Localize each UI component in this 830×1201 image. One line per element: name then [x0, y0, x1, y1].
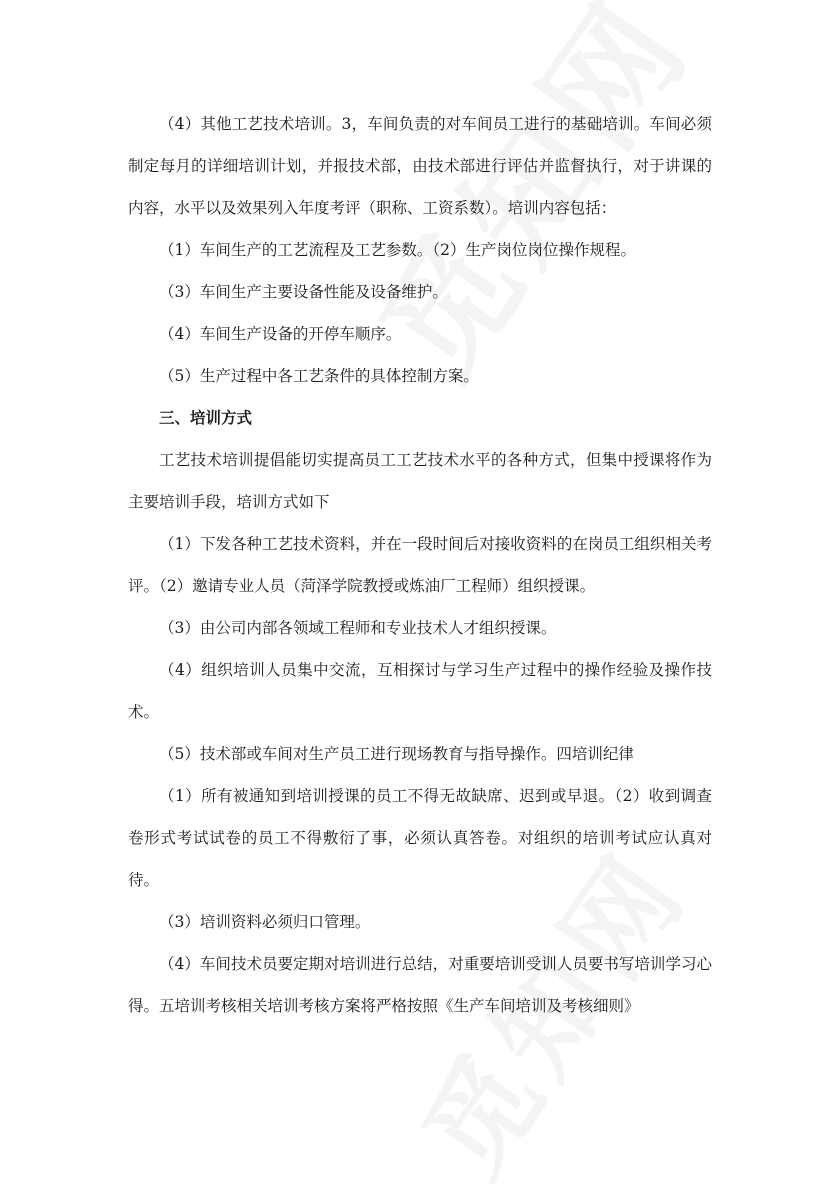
paragraph: （4）组织培训人员集中交流，互相探讨与学习生产过程中的操作经验及操作技术。: [128, 661, 712, 721]
paragraph: （5）技术部或车间对生产员工进行现场教育与指导操作。四培训纪律: [159, 745, 634, 763]
paragraph: （5）生产过程中各工艺条件的具体控制方案。: [159, 367, 479, 385]
paragraph: （3）由公司内部各领域工程师和专业技术人才组织授课。: [159, 619, 557, 637]
paragraph: （4）车间生产设备的开停车顺序。: [159, 325, 402, 343]
paragraph: （3）车间生产主要设备性能及设备维护。: [159, 283, 448, 301]
paragraph: （4）车间技术员要定期对培训进行总结，对重要培训受训人员要书写培训学习心得。五培训考核相关培训考核方案将严格按照《生产车间培训及考核细则》: [128, 955, 712, 1015]
section-heading: 三、培训方式: [159, 408, 253, 427]
paragraph: （3）培训资料必须归口管理。: [159, 913, 371, 931]
paragraph: （1）车间生产的工艺流程及工艺参数。（2）生产岗位岗位操作规程。: [159, 241, 636, 259]
paragraph: （1）所有被通知到培训授课的员工不得无故缺席、迟到或早退。（2）收到调查卷形式考试试卷的员工不得敷衍了事，必须认真答卷。对组织的培训考试应认真对待。: [128, 787, 712, 889]
paragraph: 工艺技术培训提倡能切实提高员工工艺技术水平的各种方式，但集中授课将作为主要培训手段，培训方式如下: [128, 451, 712, 511]
document-body: [128, 103, 712, 1027]
paragraph: （4）其他工艺技术培训。3，车间负责的对车间员工进行的基础培训。车间必须制定每月的详细培训计划，并报技术部，由技术部进行评估并监督执行，对于讲课的内容，水平以及效果列入年度考评（职称、工资系数）。培训内容包括：: [128, 115, 712, 217]
paragraph: （1）下发各种工艺技术资料，并在一段时间后对接收资料的在岗员工组织相关考评。（2）邀请专业人员（菏泽学院教授或炼油厂工程师）组织授课。: [128, 535, 712, 595]
